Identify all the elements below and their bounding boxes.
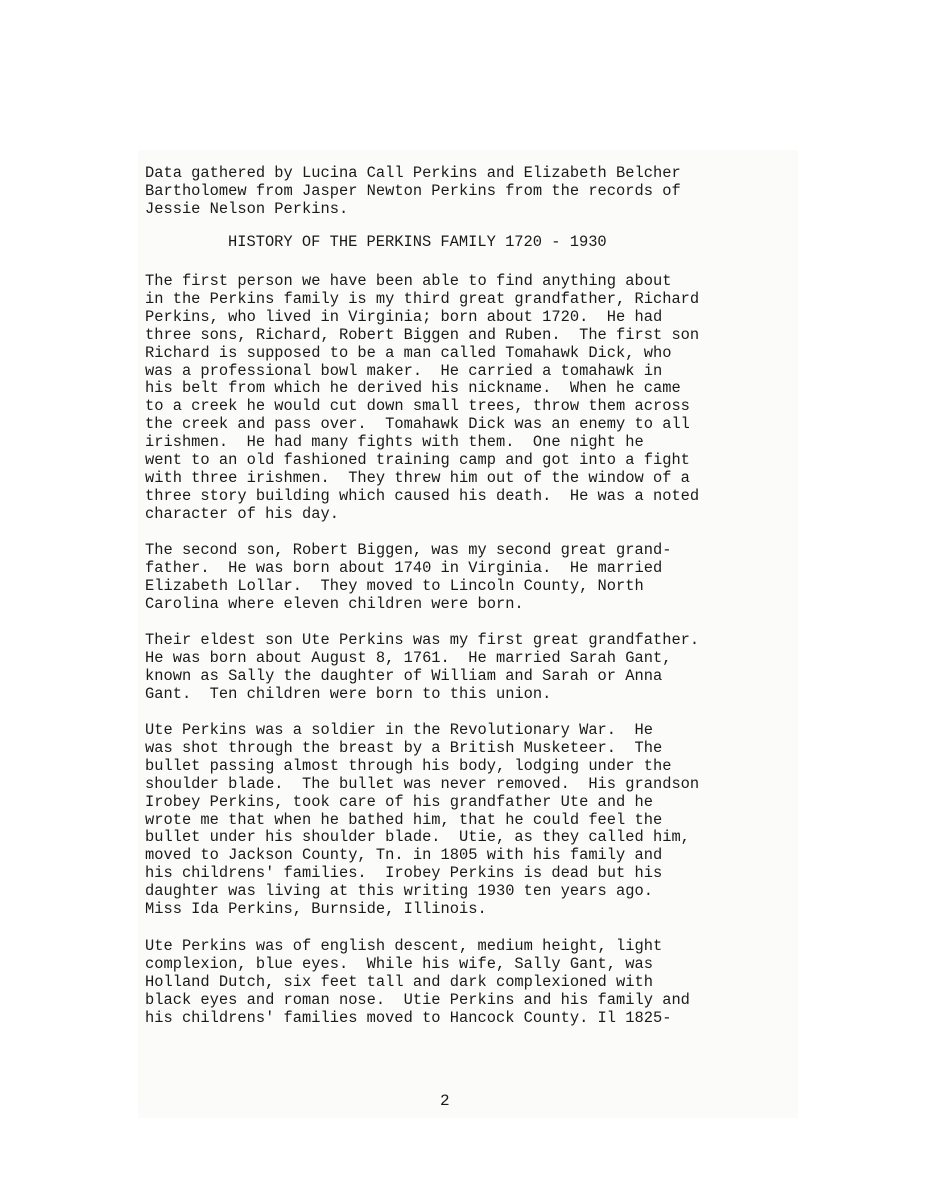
paragraph-ute-description: Ute Perkins was of english descent, medium height, light complexion, blue eyes. While his wife, Sally Gant, was Holland Dutch, six feet tall and dark complexioned with black eyes and roman nose. Utie Perkins and his family and his childrens' families moved to Hancock County. Il 1825- xyxy=(145,937,690,1027)
intro-paragraph: Data gathered by Lucina Call Perkins and Elizabeth Belcher Bartholomew from Jasper Newton Perkins from the records of Jessie Nelson Perkins. xyxy=(145,164,681,218)
page-number: 2 xyxy=(440,1092,450,1110)
document-title: HISTORY OF THE PERKINS FAMILY 1720 - 1930 xyxy=(228,233,607,251)
paragraph-richard-perkins: The first person we have been able to find anything about in the Perkins family is my third great grandfather, Richard Perkins, who lived in Virginia; born about 1720. He had three sons, Richard, Robert Biggen and Ruben. The first son Richard is supposed to be a man called Tomahawk Dick, who was a professional bowl maker. He carried a tomahawk in his belt from which he derived his nickname. When he came to a creek he would cut down small trees, throw them across the creek and pass over. Tomahawk Dick was an enemy to all irishmen. He had many fights with them. One night he went to an old fashioned training camp and got into a fight with three irishmen. They threw him out of the window of a three story building which caused his death. He was a noted character of his day. xyxy=(145,272,700,523)
paragraph-revolutionary-war: Ute Perkins was a soldier in the Revolutionary War. He was shot through the breast by a British Musketeer. The bullet passing almost through his body, lodging under the shoulder blade. The bullet was never removed. His grandson Irobey Perkins, took care of his grandfather Ute and he wrote me that when he bathed him, that he could feel the bullet under his shoulder blade. Utie, as they called him, moved to Jackson County, Tn. in 1805 with his family and his childrens' families. Irobey Perkins is dead but his daughter was living at this writing 1930 ten years ago. Miss Ida Perkins, Burnside, Illinois. xyxy=(145,721,700,919)
paragraph-robert-biggen: The second son, Robert Biggen, was my second great grand- father. He was born about 1740 in Virginia. He married Elizabeth Lollar. They moved to Lincoln County, North Carolina where eleven children were born. xyxy=(145,541,672,613)
paragraph-ute-perkins-birth: Their eldest son Ute Perkins was my first great grandfather. He was born about August 8, 1761. He married Sarah Gant, known as Sally the daughter of William and Sarah or Anna Gant. Ten children were born to this union. xyxy=(145,631,700,703)
